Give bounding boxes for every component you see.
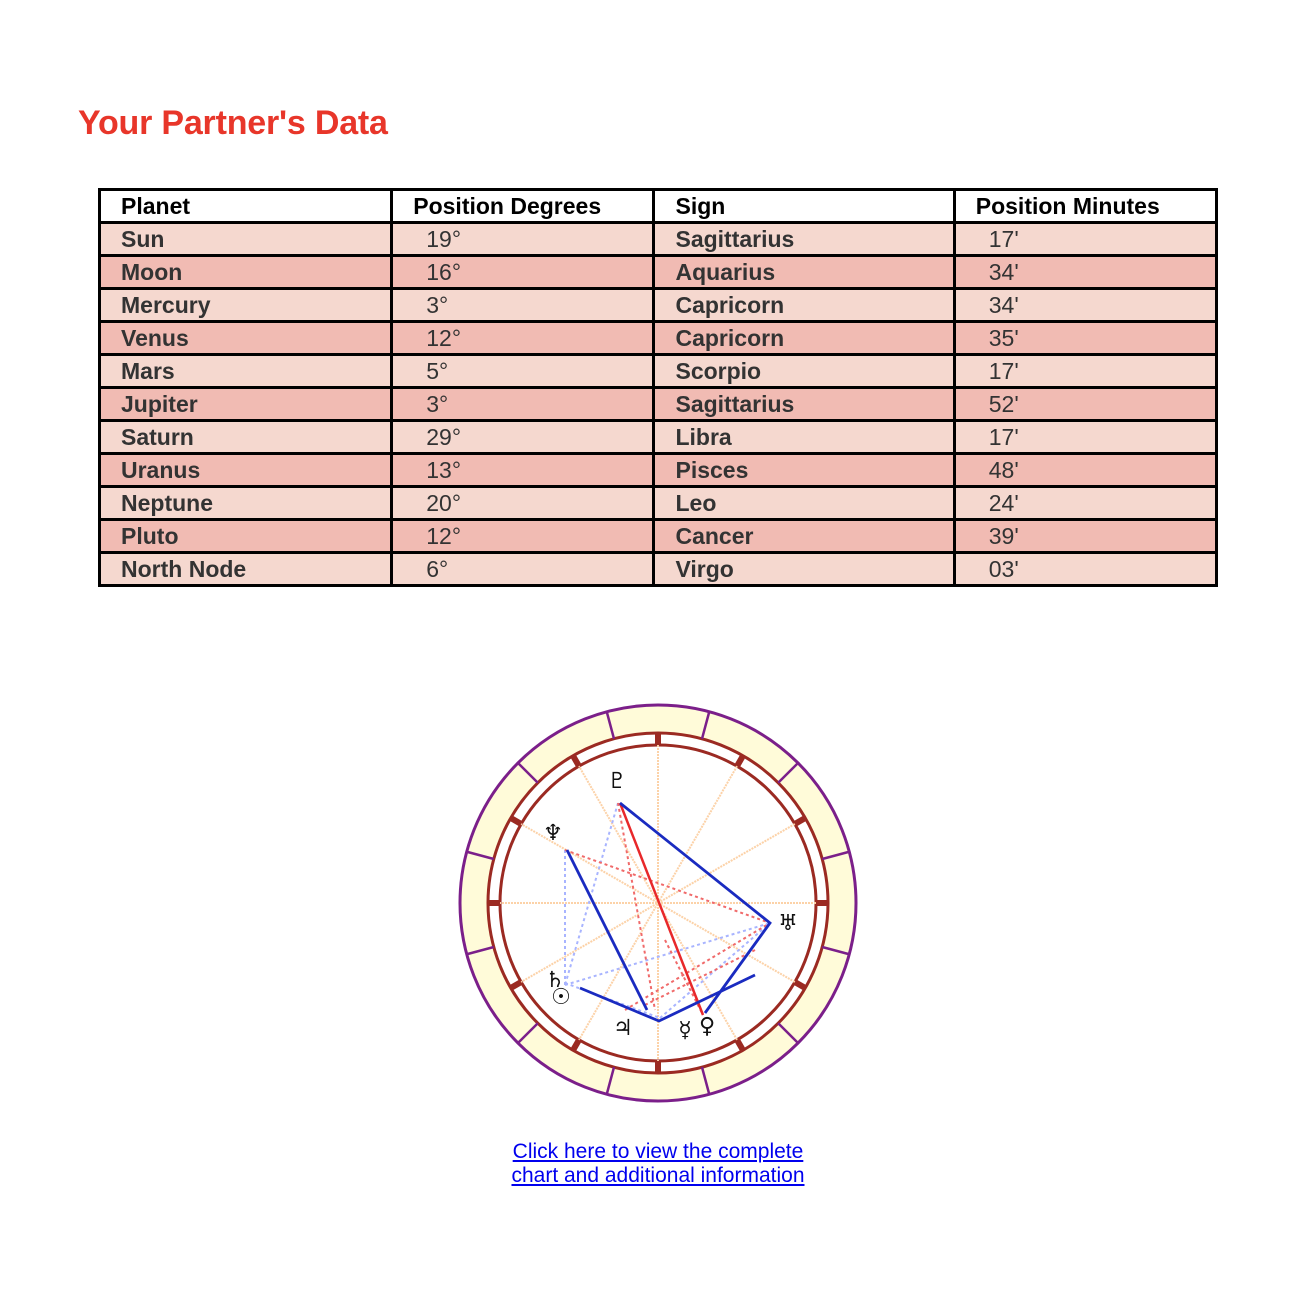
view-complete-chart-link[interactable]: Click here to view the complete chart and additional information <box>511 1140 805 1187</box>
cell-planet: Neptune <box>100 487 392 520</box>
cell-planet: Saturn <box>100 421 392 454</box>
cell-minutes: 52' <box>954 388 1216 421</box>
cell-sign: Libra <box>654 421 954 454</box>
table-row <box>100 553 1217 586</box>
cell-planet: Venus <box>100 322 392 355</box>
header-planet: Planet <box>100 190 392 223</box>
mercury-icon: ☿ <box>678 1018 692 1043</box>
cell-degrees: 29° <box>392 421 654 454</box>
jupiter-icon: ♃ <box>613 1016 633 1041</box>
cell-degrees: 20° <box>392 487 654 520</box>
cell-sign: Sagittarius <box>654 223 954 256</box>
cell-minutes: 17' <box>954 223 1216 256</box>
table-header-row <box>100 190 1217 223</box>
cell-degrees: 3° <box>392 289 654 322</box>
cell-degrees: 19° <box>392 223 654 256</box>
pluto-icon: ♇ <box>607 769 627 794</box>
cell-degrees: 12° <box>392 322 654 355</box>
cell-sign: Capricorn <box>654 322 954 355</box>
header-sign: Sign <box>654 190 954 223</box>
cell-planet: North Node <box>100 553 392 586</box>
cell-minutes: 35' <box>954 322 1216 355</box>
table-row <box>100 388 1217 421</box>
cell-minutes: 39' <box>954 520 1216 553</box>
cell-sign: Aquarius <box>654 256 954 289</box>
cell-planet: Uranus <box>100 454 392 487</box>
saturn-icon: ♄ <box>545 968 565 993</box>
table-row <box>100 256 1217 289</box>
cell-degrees: 3° <box>392 388 654 421</box>
cell-degrees: 6° <box>392 553 654 586</box>
table-row <box>100 454 1217 487</box>
cell-minutes: 03' <box>954 553 1216 586</box>
cell-sign: Leo <box>654 487 954 520</box>
cell-minutes: 17' <box>954 421 1216 454</box>
table-row <box>100 322 1217 355</box>
cell-minutes: 34' <box>954 256 1216 289</box>
cell-planet: Mars <box>100 355 392 388</box>
cell-minutes: 34' <box>954 289 1216 322</box>
cell-minutes: 17' <box>954 355 1216 388</box>
uranus-icon: ♅ <box>778 911 798 936</box>
cell-planet: Mercury <box>100 289 392 322</box>
cell-degrees: 13° <box>392 454 654 487</box>
table-row <box>100 520 1217 553</box>
natal-chart-wheel[interactable] <box>455 700 861 1106</box>
header-position-minutes: Position Minutes <box>954 190 1216 223</box>
cell-planet: Jupiter <box>100 388 392 421</box>
cell-sign: Scorpio <box>654 355 954 388</box>
table-row <box>100 487 1217 520</box>
cell-planet: Sun <box>100 223 392 256</box>
cell-minutes: 24' <box>954 487 1216 520</box>
header-position-degrees: Position Degrees <box>392 190 654 223</box>
cell-sign: Capricorn <box>654 289 954 322</box>
cell-sign: Cancer <box>654 520 954 553</box>
planet-positions-table <box>98 188 1218 587</box>
cell-degrees: 12° <box>392 520 654 553</box>
cell-sign: Pisces <box>654 454 954 487</box>
cell-minutes: 48' <box>954 454 1216 487</box>
table-row <box>100 355 1217 388</box>
sun-icon: ☉ <box>551 985 571 1010</box>
cell-sign: Sagittarius <box>654 388 954 421</box>
table-row <box>100 289 1217 322</box>
table-row <box>100 223 1217 256</box>
cell-degrees: 16° <box>392 256 654 289</box>
neptune-icon: ♆ <box>543 821 563 846</box>
page-title: Your Partner's Data <box>78 104 388 142</box>
cell-sign: Virgo <box>654 553 954 586</box>
cell-degrees: 5° <box>392 355 654 388</box>
cell-planet: Pluto <box>100 520 392 553</box>
venus-icon: ♀ <box>698 1014 716 1039</box>
table-row <box>100 421 1217 454</box>
cell-planet: Moon <box>100 256 392 289</box>
